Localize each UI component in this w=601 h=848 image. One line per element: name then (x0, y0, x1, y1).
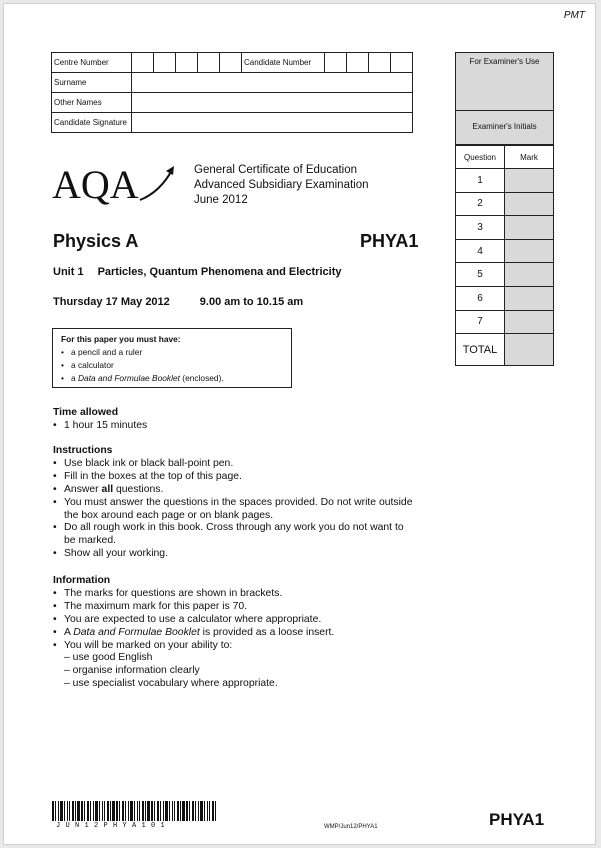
question-column-header: Question (456, 146, 505, 169)
candidate-number-cell[interactable] (391, 53, 413, 73)
barcode-bar (200, 801, 203, 821)
barcode-bar (189, 801, 190, 821)
mark-cell[interactable] (505, 310, 554, 334)
candidate-number-label: Candidate Number (242, 53, 325, 73)
barcode-bar (81, 801, 83, 821)
exam-date: Thursday 17 May 2012 (53, 296, 170, 308)
qualification-block (194, 163, 369, 208)
list-item: • You must answer the questions in the spaces provided. Do not write outside the box around each page or on blank pages. (64, 497, 413, 523)
barcode-bar (67, 801, 68, 821)
question-number: 4 (456, 239, 505, 263)
barcode-bar (157, 801, 159, 821)
section-heading: Information (53, 575, 111, 586)
list-item: • a calculator (71, 359, 283, 372)
barcode (52, 801, 217, 821)
sub-list-item: – use specialist vocabulary where appropriate. (64, 678, 278, 690)
centre-number-cell[interactable] (132, 53, 154, 73)
barcode-bar (104, 801, 105, 821)
list-item: • The maximum mark for this paper is 70. (64, 601, 413, 614)
barcode-bar (163, 801, 164, 821)
barcode-bar (160, 801, 161, 821)
paper-code: PHYA1 (360, 231, 419, 251)
qualification-line: General Certificate of Education (194, 164, 358, 176)
barcode-bar (119, 801, 120, 821)
sub-list-item: – use good English (64, 652, 153, 664)
barcode-bar (72, 801, 74, 821)
barcode-bar (180, 801, 181, 821)
centre-number-cell[interactable] (154, 53, 176, 73)
barcode-bar (75, 801, 76, 821)
barcode-bar (198, 801, 199, 821)
mark-cell[interactable] (505, 192, 554, 216)
barcode-bar (139, 801, 140, 821)
barcode-bar (165, 801, 168, 821)
barcode-bar (112, 801, 115, 821)
barcode-bar (52, 801, 54, 821)
barcode-bar (142, 801, 144, 821)
logo-swoosh (140, 170, 172, 200)
barcode-bar (212, 801, 214, 821)
barcode-bar (60, 801, 63, 821)
list-item: • You are expected to use a calculator where appropriate. (64, 614, 413, 627)
barcode-bar (87, 801, 89, 821)
time-allowed-section (53, 407, 413, 433)
centre-number-cell[interactable] (220, 53, 242, 73)
list-item: • You will be marked on your ability to: (64, 640, 413, 653)
barcode-bar (64, 801, 65, 821)
question-number: 7 (456, 310, 505, 334)
required-materials-list (61, 346, 283, 385)
exam-date-time (53, 296, 303, 308)
question-number: 2 (456, 192, 505, 216)
barcode-bar (116, 801, 118, 821)
barcode-bar (125, 801, 126, 821)
footer-paper-code: PHYA1 (489, 810, 545, 829)
total-mark-cell[interactable] (505, 334, 554, 366)
question-number: 6 (456, 286, 505, 310)
unit-heading (53, 266, 341, 278)
aqa-logo-text: AQA (52, 162, 139, 207)
sub-list-item: – organise information clearly (64, 665, 200, 677)
barcode-bar (122, 801, 124, 821)
surname-field[interactable] (132, 73, 413, 93)
list-item: • Answer all questions. (64, 484, 413, 497)
barcode-bar (147, 801, 150, 821)
pmt-label: PMT (563, 10, 585, 21)
unit-title: Particles, Quantum Phenomena and Electricity (97, 266, 342, 278)
barcode-bar (84, 801, 85, 821)
barcode-bar (172, 801, 173, 821)
mark-cell[interactable] (505, 286, 554, 310)
candidate-number-cell[interactable] (347, 53, 369, 73)
qualification-line: Advanced Subsidiary Examination (194, 179, 369, 191)
mark-cell[interactable] (505, 216, 554, 240)
barcode-bar (93, 801, 94, 821)
list-item: • Show all your working. (64, 548, 413, 561)
signature-field[interactable] (132, 113, 413, 133)
barcode-bar (151, 801, 153, 821)
barcode-bar (107, 801, 109, 821)
section-heading: Instructions (53, 445, 113, 456)
barcode-bar (69, 801, 70, 821)
question-number: 3 (456, 216, 505, 240)
centre-number-label: Centre Number (52, 53, 132, 73)
barcode-bar (110, 801, 111, 821)
barcode-bar (195, 801, 196, 821)
centre-number-cell[interactable] (176, 53, 198, 73)
examiner-initials-heading: Examiner's Initials (456, 111, 553, 145)
barcode-bar (177, 801, 179, 821)
barcode-bar (95, 801, 98, 821)
paper-title: Physics A (53, 231, 139, 251)
marks-table (456, 145, 553, 365)
instructions-section (53, 445, 413, 561)
aqa-logo (52, 162, 182, 207)
mark-column-header: Mark (505, 146, 554, 169)
barcode-bar (90, 801, 91, 821)
mark-cell[interactable] (505, 169, 554, 193)
list-item: • a pencil and a ruler (71, 346, 283, 359)
question-number: 1 (456, 169, 505, 193)
required-materials-heading: For this paper you must have: (61, 334, 181, 344)
information-section (53, 575, 413, 691)
required-materials-box (52, 328, 292, 388)
examiners-use-heading: For Examiner's Use (456, 53, 553, 111)
barcode-bar (128, 801, 129, 821)
barcode-bar (102, 801, 103, 821)
list-item: • Use black ink or black ball-point pen. (64, 458, 413, 471)
barcode-bar (130, 801, 133, 821)
candidate-number-cell[interactable] (325, 53, 347, 73)
barcode-number: JUN12PHYA101 (56, 822, 171, 830)
list-item: • The marks for questions are shown in brackets. (64, 588, 413, 601)
signature-label: Candidate Signature (52, 113, 132, 133)
examiners-use-box (455, 52, 554, 366)
exam-session: June 2012 (194, 194, 248, 206)
surname-label: Surname (52, 73, 132, 93)
mark-cell[interactable] (505, 263, 554, 287)
barcode-bar (137, 801, 138, 821)
barcode-bar (134, 801, 135, 821)
barcode-bar (58, 801, 59, 821)
list-item: • A Data and Formulae Booklet is provided as a loose insert. (64, 627, 413, 640)
barcode-bar (169, 801, 170, 821)
centre-number-cell[interactable] (198, 53, 220, 73)
question-number: 5 (456, 263, 505, 287)
barcode-bar (215, 801, 216, 821)
barcode-bar (154, 801, 155, 821)
list-item: • 1 hour 15 minutes (64, 420, 413, 433)
candidate-details-box (51, 52, 413, 133)
unit-number: Unit 1 (53, 266, 84, 278)
barcode-bar (145, 801, 146, 821)
section-heading: Time allowed (53, 407, 119, 418)
list-item: • Fill in the boxes at the top of this page. (64, 471, 413, 484)
barcode-bar (209, 801, 210, 821)
barcode-bar (204, 801, 205, 821)
document-reference: WMP/Jun12/PHYA1 (324, 824, 378, 830)
barcode-bar (186, 801, 188, 821)
mark-cell[interactable] (505, 239, 554, 263)
list-item: • Do all rough work in this book. Cross through any work you do not want to be marked. (64, 522, 413, 548)
barcode-bar (174, 801, 175, 821)
barcode-bar (182, 801, 185, 821)
list-item: • a Data and Formulae Booklet (enclosed). (71, 372, 283, 385)
exam-cover-page (3, 3, 596, 845)
candidate-number-cell[interactable] (369, 53, 391, 73)
other-names-field[interactable] (132, 93, 413, 113)
exam-time: 9.00 am to 10.15 am (199, 296, 304, 308)
barcode-bar (207, 801, 208, 821)
total-label: TOTAL (456, 334, 505, 366)
barcode-bar (77, 801, 80, 821)
barcode-bar (55, 801, 56, 821)
barcode-bar (192, 801, 194, 821)
other-names-label: Other Names (52, 93, 132, 113)
barcode-bar (99, 801, 100, 821)
